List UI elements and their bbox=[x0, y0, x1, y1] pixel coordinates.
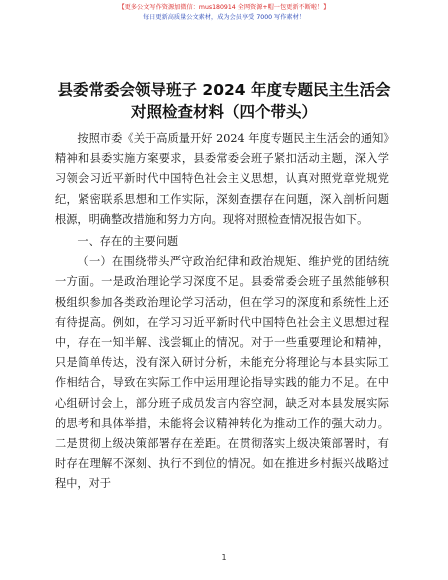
promo-banner-line2: 每日更新高质量公文素材，成为会员享受 7000 写作素材！ bbox=[143, 14, 305, 21]
document-body bbox=[55, 129, 389, 495]
document-title-line1: 县委常委会领导班子 2024 年度专题民主生活会 bbox=[57, 81, 391, 99]
document-title bbox=[0, 79, 448, 123]
promo-banner bbox=[0, 3, 448, 23]
section-heading: 一、存在的主要问题 bbox=[77, 235, 179, 249]
promo-banner-line1: 【更多公文写作资源加微信：mus180914 全网资源+帽一包更新不断啦！】 bbox=[118, 4, 330, 11]
intro-paragraph: 按照市委《关于高质量开好 2024 年度专题民主生活会的通知》精神和县委实施方案要求，县委常委会班子紧扣活动主题，深入学习领会习近平新时代中国特色社会主义思想，认真对照党章党规党纪，紧密联系思想和工作实际，深刻查摆存在问题，深入剖析问题根源，明确整改措施和努力方向。现将对照检查情况报告如下。 bbox=[55, 132, 389, 226]
page-number: 1 bbox=[221, 553, 227, 562]
section-paragraph: （一）在围绕带头严守政治纪律和政治规矩、维护党的团结统一方面。一是政治理论学习深度不足。县委常委会班子虽然能够积极组织参加各类政治理论学习活动，但在学习的深度和系统性上还有待提高。例如，在学习习近平新时代中国特色社会主义思想过程中，存在一知半解、浅尝辄止的情况。对于一些重要理论和精神，只是简单传达，没有深入研讨分析，未能充分将理论与本县实际工作相结合，导致在实际工作中运用理论指导实践的能力不足。在中心组研讨会上，部分班子成员发言内容空洞，缺乏对本县发展实际的思考和具体举措，未能将会议精神转化为推动工作的强大动力。二是贯彻上级决策部署存在差距。在贯彻落实上级决策部署时，有时存在理解不深刻、执行不到位的情况。如在推进乡村振兴战略过程中，对于 bbox=[55, 255, 389, 491]
document-title-line2: 对照检查材料（四个带头） bbox=[130, 103, 317, 121]
